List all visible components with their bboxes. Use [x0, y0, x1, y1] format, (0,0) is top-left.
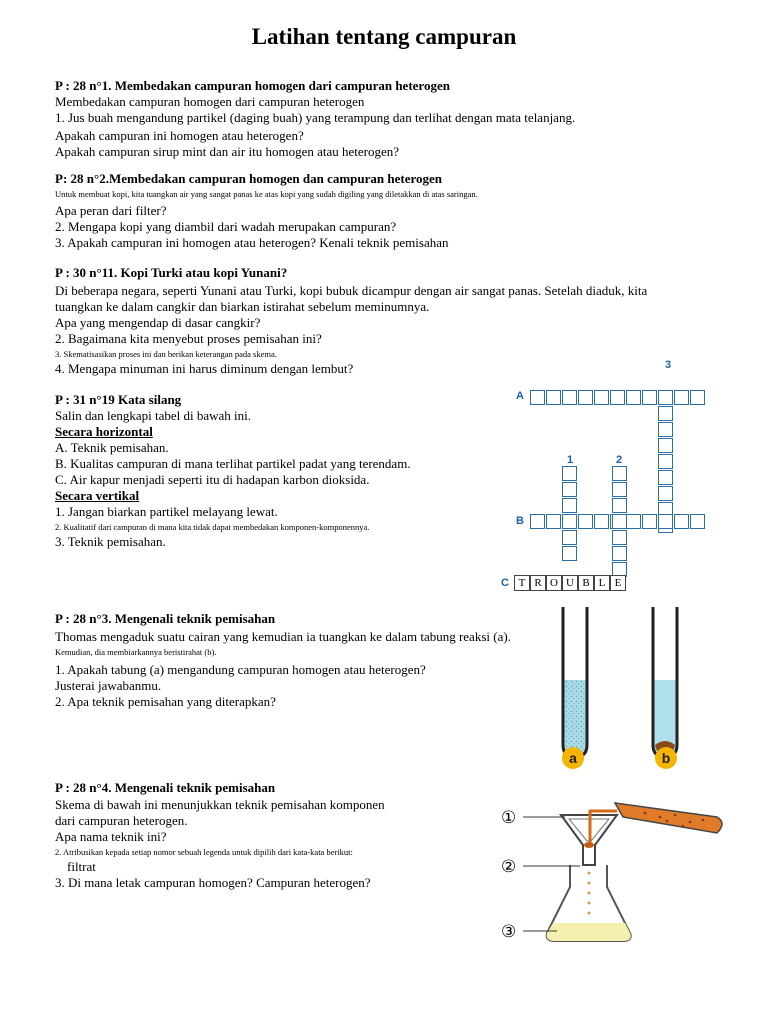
exercise-1-line: Apakah campuran ini homogen atau heterogen?: [55, 128, 304, 143]
exercise-5-line: dari campuran heterogen.: [55, 813, 188, 828]
exercise-2-intro: Untuk membuat kopi, kita tuangkan air yang sangat panas ke atas kopi yang sudah digiling yang diletakkan di atas saringan.: [55, 189, 478, 199]
exercise-4-line: 2. Apa teknik pemisahan yang diterapkan?: [55, 694, 276, 709]
crossword-letter-c: R: [530, 575, 546, 591]
exercise-crossword: [55, 392, 495, 550]
exercise-4-small: Kemudian, dia membiarkannya beristirahat (b).: [55, 647, 217, 657]
crossword-cell-a[interactable]: [562, 390, 577, 405]
exercise-1-heading: P : 28 n°1. Membedakan campuran homogen dari campuran heterogen: [55, 78, 450, 93]
vertical-title: Secara vertikal: [55, 488, 140, 503]
crossword-cell-2[interactable]: [612, 498, 627, 513]
crossword-cell-1[interactable]: [562, 466, 577, 481]
crossword-cell-b[interactable]: [626, 514, 641, 529]
exercise-3-small: 3. Skematisasikan proses ini dan berikan keterangan pada skema.: [55, 349, 277, 359]
crossword-letter-c: L: [594, 575, 610, 591]
exercise-5-word: filtrat: [67, 859, 96, 874]
crossword-cell-b[interactable]: [578, 514, 593, 529]
exercise-5-small: 2. Atribusikan kepada setiap nomor sebuah legenda untuk dipilih dari kata-kata berikut:: [55, 847, 353, 857]
exercise-4-line: Justerai jawabanmu.: [55, 678, 162, 693]
crossword-cell-3[interactable]: [658, 422, 673, 437]
crossword-label-a: A: [516, 390, 524, 402]
exercise-2-line: 3. Apakah campuran ini homogen atau heterogen? Kenali teknik pemisahan: [55, 235, 449, 250]
crossword-cell-b[interactable]: [594, 514, 609, 529]
exercise-3-line: tuangkan ke dalam cangkir dan biarkan istirahat sebelum meminumnya.: [55, 299, 430, 314]
crossword-cell-a[interactable]: [610, 390, 625, 405]
crossword-cell-1[interactable]: [562, 546, 577, 561]
filtrate-liquid: [547, 923, 631, 941]
crossword-cell-a[interactable]: [578, 390, 593, 405]
crossword-cell-a[interactable]: [594, 390, 609, 405]
crossword-cell-3[interactable]: [658, 438, 673, 453]
exercise-5: [55, 780, 495, 891]
crossword-cell-2[interactable]: [612, 482, 627, 497]
crossword-cell-a[interactable]: [642, 390, 657, 405]
crossword-cell-1[interactable]: [562, 514, 577, 529]
exercise-3-line: Apa yang mengendap di dasar cangkir?: [55, 315, 261, 330]
marker-1: ①: [501, 808, 517, 828]
marker-3: ③: [501, 922, 517, 942]
crossword-cell-1[interactable]: [562, 530, 577, 545]
exercise-4-line: 1. Apakah tabung (a) mengandung campuran homogen atau heterogen?: [55, 662, 426, 677]
crossword-letter-c: B: [578, 575, 594, 591]
crossword-intro: Salin dan lengkapi tabel di bawah ini.: [55, 408, 252, 423]
crossword-letter-c: O: [546, 575, 562, 591]
crossword-grid: [500, 358, 730, 598]
exercise-1: [55, 78, 576, 160]
exercise-3-line: Di beberapa negara, seperti Yunani atau Turki, kopi bubuk dicampur dengan air sangat panas. Setelah diaduk, kita: [55, 283, 648, 298]
crossword-cell-3[interactable]: [658, 486, 673, 501]
pouring-tube: [615, 803, 722, 833]
crossword-label-c: C: [501, 577, 509, 589]
crossword-cell-3[interactable]: [658, 406, 673, 421]
crossword-number-1: 1: [567, 454, 574, 466]
crossword-cell-a[interactable]: [546, 390, 561, 405]
crossword-letter-c: E: [610, 575, 626, 591]
crossword-cell-b[interactable]: [530, 514, 545, 529]
crossword-cell-a[interactable]: [530, 390, 545, 405]
crossword-cell-a[interactable]: [674, 390, 689, 405]
tube-a-label: a: [569, 750, 577, 766]
vertical-clue: 1. Jangan biarkan partikel melayang lewat.: [55, 504, 278, 519]
exercise-3-line: 4. Mengapa minuman ini harus diminum dengan lembut?: [55, 361, 354, 376]
exercise-3-heading: P : 30 n°11. Kopi Turki atau kopi Yunani?: [55, 265, 288, 280]
marker-2: ②: [501, 857, 517, 877]
exercise-5-line: 3. Di mana letak campuran homogen? Campuran heterogen?: [55, 875, 371, 890]
exercise-2-line: Apa peran dari filter?: [55, 203, 167, 218]
exercise-3-line: 2. Bagaimana kita menyebut proses pemisahan ini?: [55, 331, 322, 346]
crossword-cell-1[interactable]: [562, 482, 577, 497]
crossword-cell-2[interactable]: [612, 546, 627, 561]
horizontal-clue: C. Air kapur menjadi seperti itu di hadapan karbon dioksida.: [55, 472, 370, 487]
crossword-cell-a[interactable]: [626, 390, 641, 405]
page-title: Latihan tentang campuran: [251, 24, 517, 49]
test-tubes-illustration: [545, 605, 695, 775]
filtration-illustration: [495, 795, 730, 955]
crossword-cell-2[interactable]: [612, 466, 627, 481]
horizontal-clue: A. Teknik pemisahan.: [55, 440, 169, 455]
tube-b-label: b: [661, 750, 671, 766]
crossword-cell-3[interactable]: [658, 470, 673, 485]
crossword-cell-b[interactable]: [642, 514, 657, 529]
exercise-2-heading: P: 28 n°2.Membedakan campuran homogen dan campuran heterogen: [55, 171, 443, 186]
exercise-4: [55, 611, 511, 710]
crossword-cell-3[interactable]: [658, 454, 673, 469]
exercise-4-heading: P : 28 n°3. Mengenali teknik pemisahan: [55, 611, 276, 626]
crossword-cell-b[interactable]: [674, 514, 689, 529]
crossword-cell-2[interactable]: [612, 530, 627, 545]
horizontal-title: Secara horizontal: [55, 424, 153, 439]
exercise-5-heading: P : 28 n°4. Mengenali teknik pemisahan: [55, 780, 276, 795]
exercise-1-line: Apakah campuran sirup mint dan air itu homogen atau heterogen?: [55, 144, 400, 159]
crossword-number-3: 3: [665, 359, 672, 371]
crossword-letter-c: T: [514, 575, 530, 591]
test-tube-b: [653, 607, 677, 757]
exercise-1-line: Membedakan campuran homogen dari campuran heterogen: [55, 94, 365, 109]
crossword-cell-a[interactable]: [658, 390, 673, 405]
crossword-label-b: B: [516, 515, 524, 527]
vertical-clue: 2. Kualitatif dari campuran di mana kita tidak dapat membedakan komponen-komponennya.: [55, 522, 370, 532]
crossword-cell-b[interactable]: [658, 514, 673, 529]
crossword-number-2: 2: [616, 454, 623, 466]
exercise-5-line: Skema di bawah ini menunjukkan teknik pemisahan komponen: [55, 797, 385, 812]
crossword-heading: P : 31 n°19 Kata silang: [55, 392, 182, 407]
exercise-2-line: 2. Mengapa kopi yang diambil dari wadah merupakan campuran?: [55, 219, 397, 234]
test-tube-a: [563, 607, 587, 757]
exercise-5-line: Apa nama teknik ini?: [55, 829, 167, 844]
crossword-cell-a[interactable]: [690, 390, 705, 405]
horizontal-clue: B. Kualitas campuran di mana terlihat partikel padat yang terendam.: [55, 456, 411, 471]
crossword-letter-c: U: [562, 575, 578, 591]
crossword-cell-2[interactable]: [612, 514, 627, 529]
crossword-cell-b[interactable]: [546, 514, 561, 529]
crossword-cell-1[interactable]: [562, 498, 577, 513]
exercise-1-line: 1. Jus buah mengandung partikel (daging buah) yang terampung dan terlihat dengan mata telanjang.: [55, 110, 576, 125]
exercise-2: [55, 171, 495, 251]
vertical-clue: 3. Teknik pemisahan.: [55, 534, 166, 549]
exercise-4-line: Thomas mengaduk suatu cairan yang kemudian ia tuangkan ke dalam tabung reaksi (a).: [55, 629, 511, 644]
crossword-cell-b[interactable]: [690, 514, 705, 529]
exercise-3: [55, 265, 648, 377]
